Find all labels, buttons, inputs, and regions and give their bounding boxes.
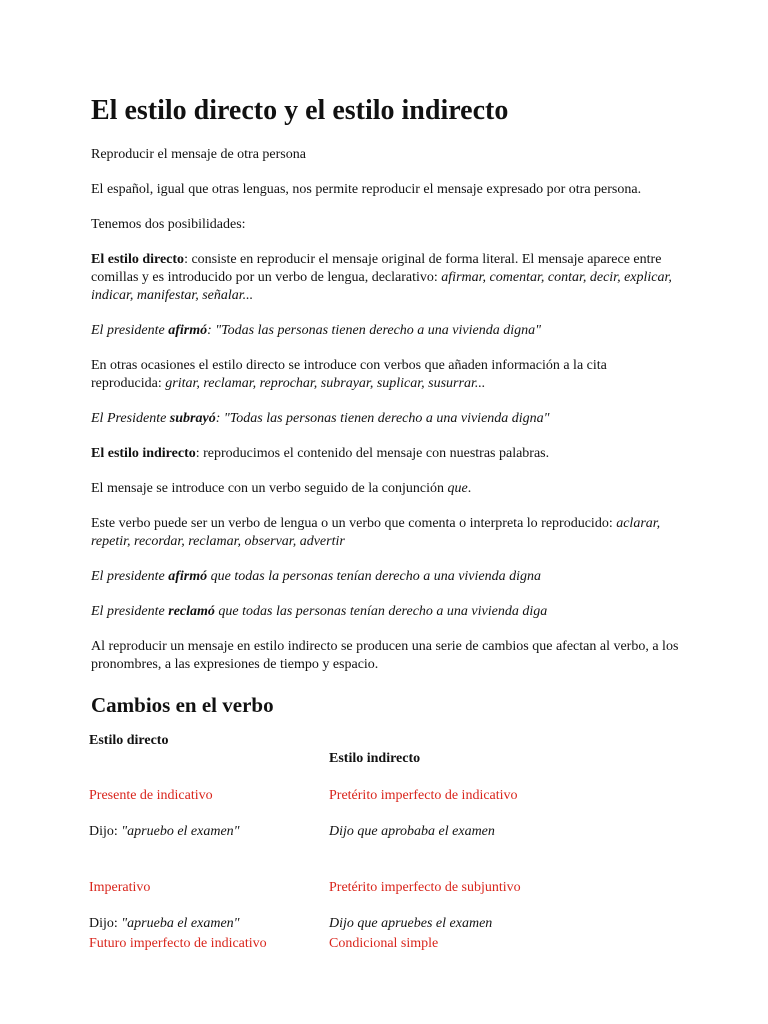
indirecto-verbs-intro: Este verbo puede ser un verbo de lengua o un verbo que comenta o interpreta lo reproducido: [91, 516, 617, 531]
indirecto-intro-conj: que [447, 481, 468, 496]
posibilidades-paragraph: Tenemos dos posibilidades: [91, 217, 246, 232]
indirecto-changes-paragraph: Al reproducir un mensaje en estilo indirecto se producen una serie de cambios que afectan al verbo, a los pronombres, a las expresiones de tiempo y espacio. [91, 639, 679, 672]
page-title: El estilo directo y el estilo indirecto [91, 95, 509, 126]
header-estilo-directo: Estilo directo [89, 733, 169, 748]
directo-example-2-post: : "Todas las personas tienen derecho a una vivienda digna" [215, 411, 550, 426]
row3-indirecto-tense: Condicional simple [329, 936, 439, 951]
indirecto-intro-post: . [467, 481, 472, 496]
indirecto-definition-paragraph [91, 445, 681, 463]
row2-indirecto-example: Dijo que apruebes el examen [329, 916, 493, 931]
directo-verbs: afirmar, comentar, contar, decir, explicar, indicar, manifestar, señalar... [91, 270, 672, 303]
directo-definition-paragraph [91, 251, 681, 305]
row3-directo-tense: Futuro imperfecto de indicativo [89, 936, 267, 951]
directo-other-paragraph [91, 357, 681, 393]
row1-directo-tense: Presente de indicativo [89, 788, 213, 803]
indirecto-verbs-paragraph [91, 515, 681, 551]
document-body [91, 92, 681, 978]
directo-example-1-pre: El presidente [91, 323, 169, 338]
intro-paragraph: El español, igual que otras lenguas, nos permite reproducir el mensaje expresado por otra persona. [91, 182, 642, 197]
header-estilo-indirecto: Estilo indirecto [329, 751, 421, 766]
row1-directo-quote: "apruebo el examen" [121, 824, 240, 839]
indirecto-example-2-pre: El presidente [91, 604, 169, 619]
indirecto-intro-paragraph [91, 480, 681, 498]
row1-directo-example [89, 823, 240, 841]
row1-directo-label: Dijo: [89, 824, 122, 839]
row2-directo-quote: "aprueba el examen" [121, 916, 240, 931]
verb-changes-table [91, 728, 681, 978]
indirecto-verbs: aclarar, repetir, recordar, reclamar, observar, advertir [91, 516, 661, 549]
indirecto-example-2 [91, 603, 681, 621]
indirecto-example-1-pre: El presidente [91, 569, 169, 584]
indirecto-example-1 [91, 568, 681, 586]
row2-directo-example [89, 915, 240, 933]
row2-directo-label: Dijo: [89, 916, 122, 931]
subtitle: Reproducir el mensaje de otra persona [91, 147, 306, 162]
directo-example-1 [91, 322, 681, 340]
indirecto-term: El estilo indirecto [91, 446, 196, 461]
directo-other-intro: En otras ocasiones el estilo directo se introduce con verbos que añaden información a la cita reproducida: [91, 358, 607, 391]
directo-definition: : consiste en reproducir el mensaje original de forma literal. El mensaje aparece entre comillas y es introducido por un verbo de lengua, declarativo: [91, 252, 662, 285]
section-title-cambios: Cambios en el verbo [91, 693, 274, 717]
directo-example-2-verb: subrayó [169, 411, 216, 426]
directo-other-verbs: gritar, reclamar, reprochar, subrayar, suplicar, susurrar... [165, 376, 486, 391]
directo-example-1-post: : "Todas las personas tienen derecho a una vivienda digna" [207, 323, 541, 338]
indirecto-example-2-post: que todas las personas tenían derecho a una vivienda diga [214, 604, 548, 619]
directo-term: El estilo directo [91, 252, 185, 267]
indirecto-example-1-verb: afirmó [168, 569, 208, 584]
indirecto-example-1-post: que todas la personas tenían derecho a una vivienda digna [207, 569, 542, 584]
directo-example-1-verb: afirmó [168, 323, 208, 338]
indirecto-example-2-verb: reclamó [168, 604, 215, 619]
indirecto-intro-pre: El mensaje se introduce con un verbo seguido de la conjunción [91, 481, 448, 496]
row2-directo-tense: Imperativo [89, 880, 151, 895]
row2-indirecto-tense: Pretérito imperfecto de subjuntivo [329, 880, 521, 895]
directo-example-2 [91, 410, 681, 428]
row1-indirecto-tense: Pretérito imperfecto de indicativo [329, 788, 518, 803]
row1-indirecto-example: Dijo que aprobaba el examen [329, 824, 495, 839]
directo-example-2-pre: El Presidente [91, 411, 170, 426]
indirecto-definition: : reproducimos el contenido del mensaje con nuestras palabras. [195, 446, 550, 461]
